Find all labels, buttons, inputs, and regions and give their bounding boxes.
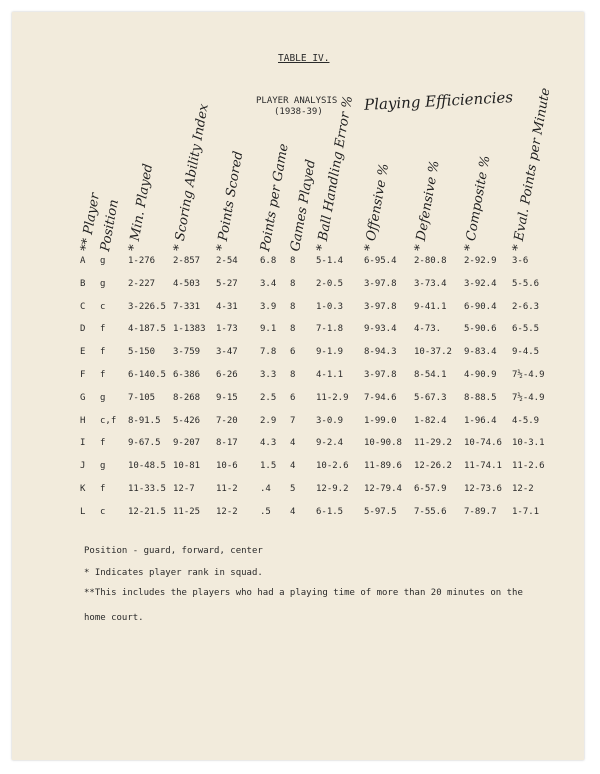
table-cell: 2.5 [260,392,277,403]
table-cell: 9-207 [173,438,201,449]
table-cell: 11-89.6 [364,461,402,472]
table-cell: 7½-4.9 [512,370,545,380]
table-cell: 1-276 [128,256,156,266]
table-cell: g [100,392,106,403]
table-cell: 9-67.5 [128,438,161,449]
table-cell: 4-31 [216,301,238,312]
table-cell: f [100,370,106,380]
table-cell: 5-90.6 [464,324,497,335]
table-cell: 3.9 [260,301,277,312]
table-cell: I [80,438,86,449]
table-cell: 11-2.6 [512,461,545,472]
table-cell: 12-79.4 [364,484,402,494]
table-cell: E [80,347,86,358]
table-cell: 3-759 [173,347,201,358]
table-cell: 5-1.4 [316,256,344,266]
table-cell: 4 [290,461,296,472]
table-cell: .5 [260,506,271,517]
table-cell: 3-97.8 [364,301,397,312]
column-header: * Composite % [462,154,494,253]
table-cell: 9-2.4 [316,438,344,449]
table-cell: 10-3.1 [512,438,545,449]
table-cell: f [100,347,106,358]
table-cell: 10-6 [216,461,238,472]
table-cell: 8-54.1 [414,370,447,380]
table-cell: 4-73. [414,324,442,335]
table-cell: f [100,324,106,335]
table-cell: g [100,256,106,266]
column-header: * Offensive % [362,162,393,253]
table-cell: 10-74.6 [464,438,502,449]
table-cell: .4 [260,484,271,494]
table-cell: g [100,461,106,472]
footnote-players-cont: home court. [84,613,144,623]
table-cell: 9-93.4 [364,324,397,335]
table-cell: 12-26.2 [414,461,452,472]
table-cell: 9.1 [260,324,277,335]
table-cell: B [80,278,86,289]
table-cell: 5-67.3 [414,392,447,403]
table-cell: 7-1.8 [316,324,344,335]
table-cell: 10-2.6 [316,461,349,472]
column-header: * Defensive % [412,159,443,253]
table-cell: 11-2.9 [316,392,349,403]
table-cell: 6-90.4 [464,301,497,312]
table-cell: 5-5.6 [512,278,540,289]
table-cell: 10-90.8 [364,438,402,449]
table-cell: A [80,256,86,266]
table-cell: 6-1.5 [316,506,344,517]
table-subtitle: PLAYER ANALYSIS [256,96,338,106]
column-header: ** Player [78,191,104,253]
column-header: Games Played [288,158,319,253]
footnote-position: Position - guard, forward, center [84,546,263,556]
table-cell: 11-29.2 [414,438,452,449]
table-cell: 1-7.1 [512,506,540,517]
table-cell: 8 [290,324,296,335]
table-cell: 7-331 [173,301,201,312]
table-cell: 3-47 [216,347,238,358]
table-cell: 3.3 [260,370,277,380]
table-cell: 4-1.1 [316,370,344,380]
table-cell: 7-94.6 [364,392,397,403]
table-cell: 8-91.5 [128,415,161,426]
table-cell: 3-73.4 [414,278,447,289]
table-cell: 3.4 [260,278,277,289]
table-cell: 9-4.5 [512,347,540,358]
table-cell: 8-94.3 [364,347,397,358]
table-cell: 6-26 [216,370,238,380]
table-cell: 8 [290,301,296,312]
table-cell: f [100,438,106,449]
table-cell: 10-81 [173,461,201,472]
table-cell: 4.3 [260,438,277,449]
table-cell: 1-82.4 [414,415,447,426]
table-cell: 12-9.2 [316,484,349,494]
table-cell: 3-97.8 [364,370,397,380]
column-header: * Eval. Points per Minute [510,86,554,253]
table-cell: 1-99.0 [364,415,397,426]
table-cell: 5-150 [128,347,156,358]
table-cell: 6-57.9 [414,484,447,494]
table-cell: 3-226.5 [128,301,166,312]
table-cell: 8-88.5 [464,392,497,403]
table-cell: 3-92.4 [464,278,497,289]
table-cell: 1-73 [216,324,238,335]
table-cell: 11-25 [173,506,201,517]
table-cell: g [100,278,106,289]
table-cell: 6.8 [260,256,277,266]
table-cell: 4-5.9 [512,415,540,426]
table-cell: 1-96.4 [464,415,497,426]
table-title: TABLE IV. [278,53,330,64]
table-cell: J [80,461,86,472]
table-cell: F [80,370,86,380]
table-cell: 1-0.3 [316,301,344,312]
table-cell: 8-268 [173,392,201,403]
table-cell: 7½-4.9 [512,392,545,403]
table-cell: 12-2 [216,506,238,517]
table-cell: 5 [290,484,296,494]
table-cell: 1-1383 [173,324,206,335]
table-cell: K [80,484,86,494]
footnote-rank: * Indicates player rank in squad. [84,568,263,578]
table-cell: 7-105 [128,392,156,403]
column-header: * Min. Played [126,162,157,253]
column-header: * Ball Handling Error % [314,94,357,253]
table-cell: 7 [290,415,296,426]
table-cell: 12-21.5 [128,506,166,517]
table-cell: 12-73.6 [464,484,502,494]
table-cell: 6-386 [173,370,201,380]
document-page [12,12,584,760]
table-cell: C [80,301,86,312]
table-cell: 4-503 [173,278,201,289]
column-header: Position [98,198,122,253]
table-cell: c [100,301,106,312]
table-cell: 9-15 [216,392,238,403]
table-cell: 11-2 [216,484,238,494]
table-cell: 6 [290,347,296,358]
table-cell: 4-187.5 [128,324,166,335]
table-cell: 4 [290,506,296,517]
table-cell: 9-1.9 [316,347,344,358]
table-cell: 8-17 [216,438,238,449]
table-cell: 5-426 [173,415,201,426]
table-cell: 7-55.6 [414,506,447,517]
table-cell: 3-97.8 [364,278,397,289]
table-cell: 11-74.1 [464,461,502,472]
table-cell: 4 [290,438,296,449]
table-cell: G [80,392,86,403]
table-cell: 3-0.9 [316,415,344,426]
table-cell: 6 [290,392,296,403]
table-cell: 12-2 [512,484,534,494]
table-cell: 2-857 [173,256,201,266]
table-cell: 5-27 [216,278,238,289]
table-cell: 2-227 [128,278,156,289]
table-cell: 6-140.5 [128,370,166,380]
handwritten-heading: Playing Efficiencies [363,88,514,114]
table-cell: 10-48.5 [128,461,166,472]
table-cell: D [80,324,86,335]
table-cell: 2-6.3 [512,301,540,312]
table-cell: 2.9 [260,415,277,426]
table-cell: 7-89.7 [464,506,497,517]
table-cell: 9-41.1 [414,301,447,312]
table-cell: 11-33.5 [128,484,166,494]
column-header: * Scoring Ability Index [171,102,212,253]
table-cell: c [100,506,106,517]
table-cell: 6-5.5 [512,324,540,335]
table-cell: 2-0.5 [316,278,344,289]
table-cell: 2-92.9 [464,256,497,266]
table-cell: 8 [290,256,296,266]
table-cell: 3-6 [512,256,529,266]
table-cell: 4-90.9 [464,370,497,380]
table-cell: 6-95.4 [364,256,397,266]
table-cell: 8 [290,278,296,289]
table-cell: 5-97.5 [364,506,397,517]
table-cell: 9-83.4 [464,347,497,358]
footnote-players: **This includes the players who had a playing time of more than 20 minutes on the [84,588,523,598]
table-cell: f [100,484,106,494]
table-cell: 2-80.8 [414,256,447,266]
table-subtitle-years: (1938-39) [274,107,323,117]
table-cell: 1.5 [260,461,277,472]
table-cell: L [80,506,86,517]
table-cell: 10-37.2 [414,347,452,358]
table-cell: 7-20 [216,415,238,426]
table-cell: 12-7 [173,484,195,494]
table-cell: 2-54 [216,256,238,266]
table-cell: H [80,415,86,426]
table-cell: 7.8 [260,347,277,358]
table-cell: c,f [100,415,117,426]
column-header: * Points Scored [214,150,247,253]
table-cell: 8 [290,370,296,380]
column-header: Points per Game [258,142,292,253]
